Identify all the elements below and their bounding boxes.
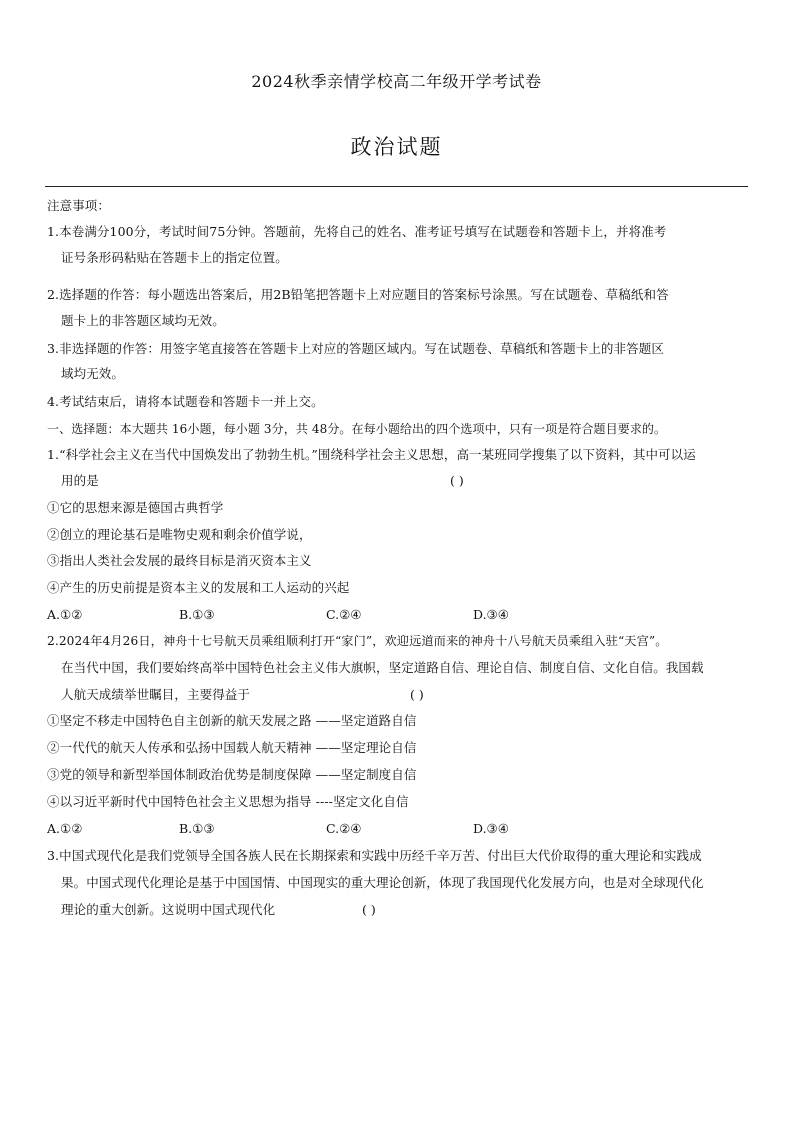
note-1-line-2: 证号条形码粘贴在答题卡上的指定位置。 — [61, 250, 288, 265]
q1-answer-bracket: ( ) — [450, 473, 464, 488]
q2-option-d: D.③④ — [473, 821, 509, 836]
q2-stem-line-2: 在当代中国，我们要始终高举中国特色社会主义伟大旗帜，坚定道路自信、理论自信、制度自信、文化自信。我国载 — [61, 660, 704, 675]
q2-item-2: ②一代代的航天人传承和弘扬中国载人航天精神 ——坚定理论自信 — [47, 740, 417, 755]
q3-stem-line-3: 理论的重大创新。这说明中国式现代化 — [61, 902, 276, 917]
note-2-line-2: 题卡上的非答题区域均无效。 — [61, 313, 225, 328]
note-3-line-2: 域均无效。 — [61, 366, 125, 381]
q2-item-1: ①坚定不移走中国特色自主创新的航天发展之路 ——坚定道路自信 — [47, 713, 417, 728]
note-4: 4.考试结束后，请将本试题卷和答题卡一并上交。 — [47, 394, 324, 409]
q3-stem-line-2: 果。中国式现代化理论是基于中国国情、中国现实的重大理论创新，体现了我国现代化发展方向，也是对全球现代化 — [61, 875, 704, 890]
q1-item-1: ①它的思想来源是德国古典哲学 — [47, 500, 224, 515]
q1-stem-line-1: 1.“科学社会主义在当代中国焕发出了勃勃生机。”围绕科学社会主义思想，高一某班同学搜集了以下资料，其中可以运 — [47, 447, 696, 462]
exam-title: 2024秋季亲情学校高二年级开学考试卷 — [251, 72, 542, 91]
q1-options — [47, 607, 567, 623]
q2-stem-line-3: 人航天成绩举世瞩目，主要得益于 — [61, 687, 251, 702]
q2-option-c: C.②④ — [326, 821, 362, 836]
q1-stem-line-2: 用的是 — [61, 473, 99, 488]
section-1-heading: 一、选择题：本大题共 16小题，每小题 3分，共 48分。在每小题给出的四个选项中，只有一项是符合题目要求的。 — [47, 422, 667, 436]
subject-title: 政治试题 — [350, 135, 443, 159]
q2-option-a: A.①② — [47, 821, 83, 836]
q1-item-2: ②创立的理论基石是唯物史观和剩余价值学说， — [47, 527, 312, 542]
note-1-line-1: 1.本卷满分100分，考试时间75分钟。答题前，先将自己的姓名、准考证号填写在试题卷和答题卡上，并将准考 — [47, 224, 667, 239]
q1-item-4: ④产生的历史前提是资本主义的发展和工人运动的兴起 — [47, 580, 350, 595]
q1-option-b: B.①③ — [179, 607, 215, 622]
notes-heading: 注意事项： — [47, 198, 111, 213]
q3-stem-line-1: 3.中国式现代化是我们党领导全国各族人民在长期探索和实践中历经千辛万苦、付出巨大代价取得的重大理论和实践成 — [47, 848, 702, 863]
q2-stem-line-1: 2.2024年4月26日，神舟十七号航天员乘组顺利打开“家门”，欢迎远道而来的神舟十八号航天员乘组入驻“天宫”。 — [47, 634, 668, 648]
q2-item-4: ④以习近平新时代中国特色社会主义思想为指导 ----坚定文化自信 — [47, 794, 409, 809]
note-3-line-1: 3.非选择题的作答：用签字笔直接答在答题卡上对应的答题区域内。写在试题卷、草稿纸和答题卡上的非答题区 — [47, 341, 664, 356]
q2-item-3: ③党的领导和新型举国体制政治优势是制度保障 ——坚定制度自信 — [47, 767, 417, 782]
q2-options — [47, 821, 567, 837]
header-divider — [45, 186, 748, 187]
note-2-line-1: 2.选择题的作答：每小题选出答案后，用2B铅笔把答题卡上对应题目的答案标号涂黑。写在试题卷、草稿纸和答 — [47, 287, 669, 302]
q3-answer-bracket: ( ) — [362, 902, 376, 917]
q2-option-b: B.①③ — [179, 821, 215, 836]
q1-item-3: ③指出人类社会发展的最终目标是消灭资本主义 — [47, 553, 312, 568]
q2-answer-bracket: ( ) — [410, 687, 424, 702]
q1-option-d: D.③④ — [473, 607, 509, 622]
q1-option-a: A.①② — [47, 607, 83, 622]
q1-option-c: C.②④ — [326, 607, 362, 622]
